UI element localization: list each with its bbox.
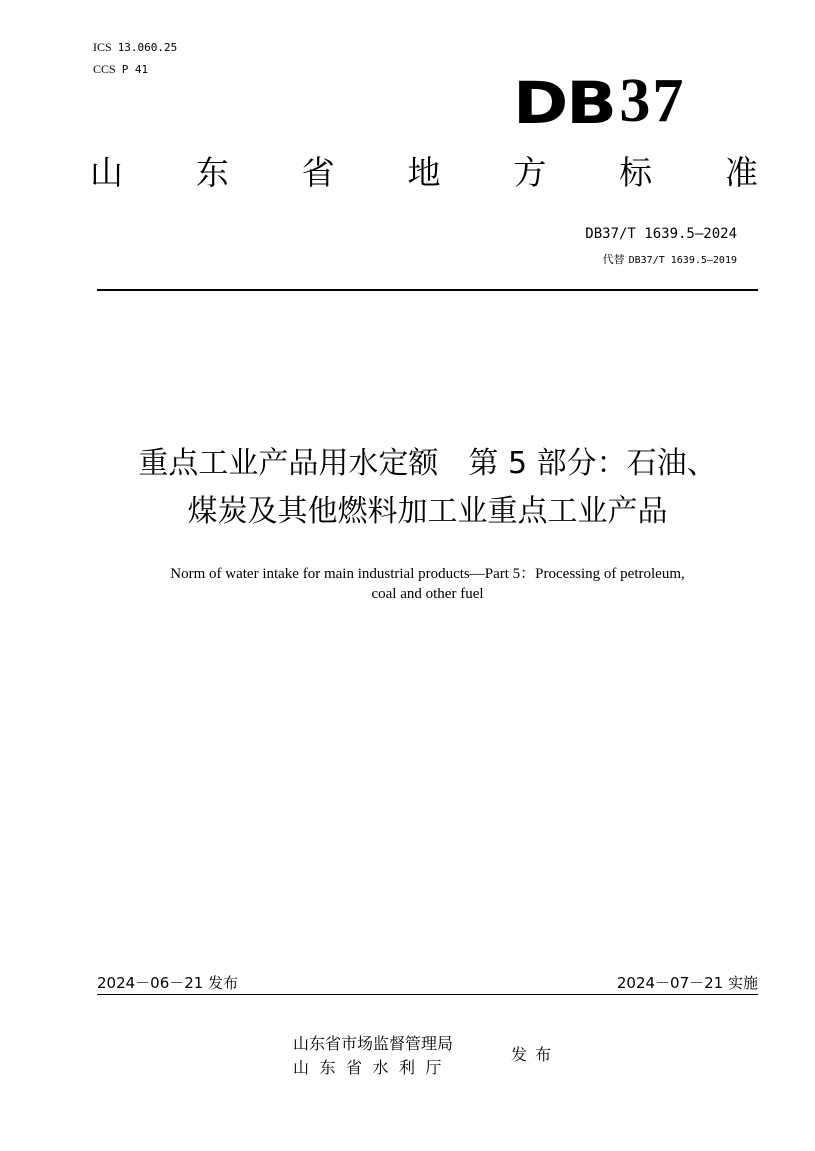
standard-type-char: 地: [407, 153, 441, 192]
standard-type-char: 山: [90, 153, 123, 192]
issue-verb: 发布: [511, 1045, 560, 1064]
replaces-label: 代替: [602, 253, 625, 266]
logo-letters: DB: [513, 69, 615, 137]
standard-number: DB37/T 1639.5—2024: [585, 226, 737, 242]
standard-type: [90, 153, 758, 192]
issuer-water-resources: 山东省水利厅: [293, 1058, 453, 1077]
title-english-line1: Norm of water intake for main industrial products—Part 5：Processing of petroleum,: [170, 566, 685, 582]
title-english: [60, 564, 795, 604]
db-logo: [513, 67, 686, 137]
standard-type-char: 东: [195, 153, 229, 192]
ccs-code: P 41: [121, 63, 149, 76]
replaces-number: DB37/T 1639.5—2019: [628, 255, 737, 266]
ics-label: ICS: [93, 40, 112, 54]
title-chinese-line2: 煤炭及其他燃料加工业重点工业产品: [187, 494, 668, 529]
standard-type-char: 省: [301, 153, 335, 192]
header-divider: [97, 289, 758, 291]
publish-date: 2024－06－21 发布: [97, 974, 239, 992]
ccs-label: CCS: [93, 62, 116, 76]
replaces-standard: [603, 251, 737, 267]
standard-type-char: 准: [724, 153, 758, 192]
issuer-market-regulation: 山东省市场监督管理局: [293, 1034, 454, 1053]
issuing-organizations: [293, 1032, 453, 1080]
implement-date: 2024－07－21 实施: [616, 974, 758, 992]
title-chinese-line1: 重点工业产品用水定额 第 5 部分：石油、: [138, 446, 717, 481]
standard-type-char: 标: [619, 153, 653, 192]
ics-code: 13.060.25: [117, 41, 178, 54]
title-english-line2: coal and other fuel: [371, 586, 484, 602]
ics-classification: [93, 40, 177, 55]
logo-number: 37: [619, 67, 686, 135]
title-chinese: [60, 440, 795, 536]
standard-type-char: 方: [513, 153, 547, 192]
ccs-classification: [93, 62, 148, 77]
footer-divider: [97, 994, 758, 995]
